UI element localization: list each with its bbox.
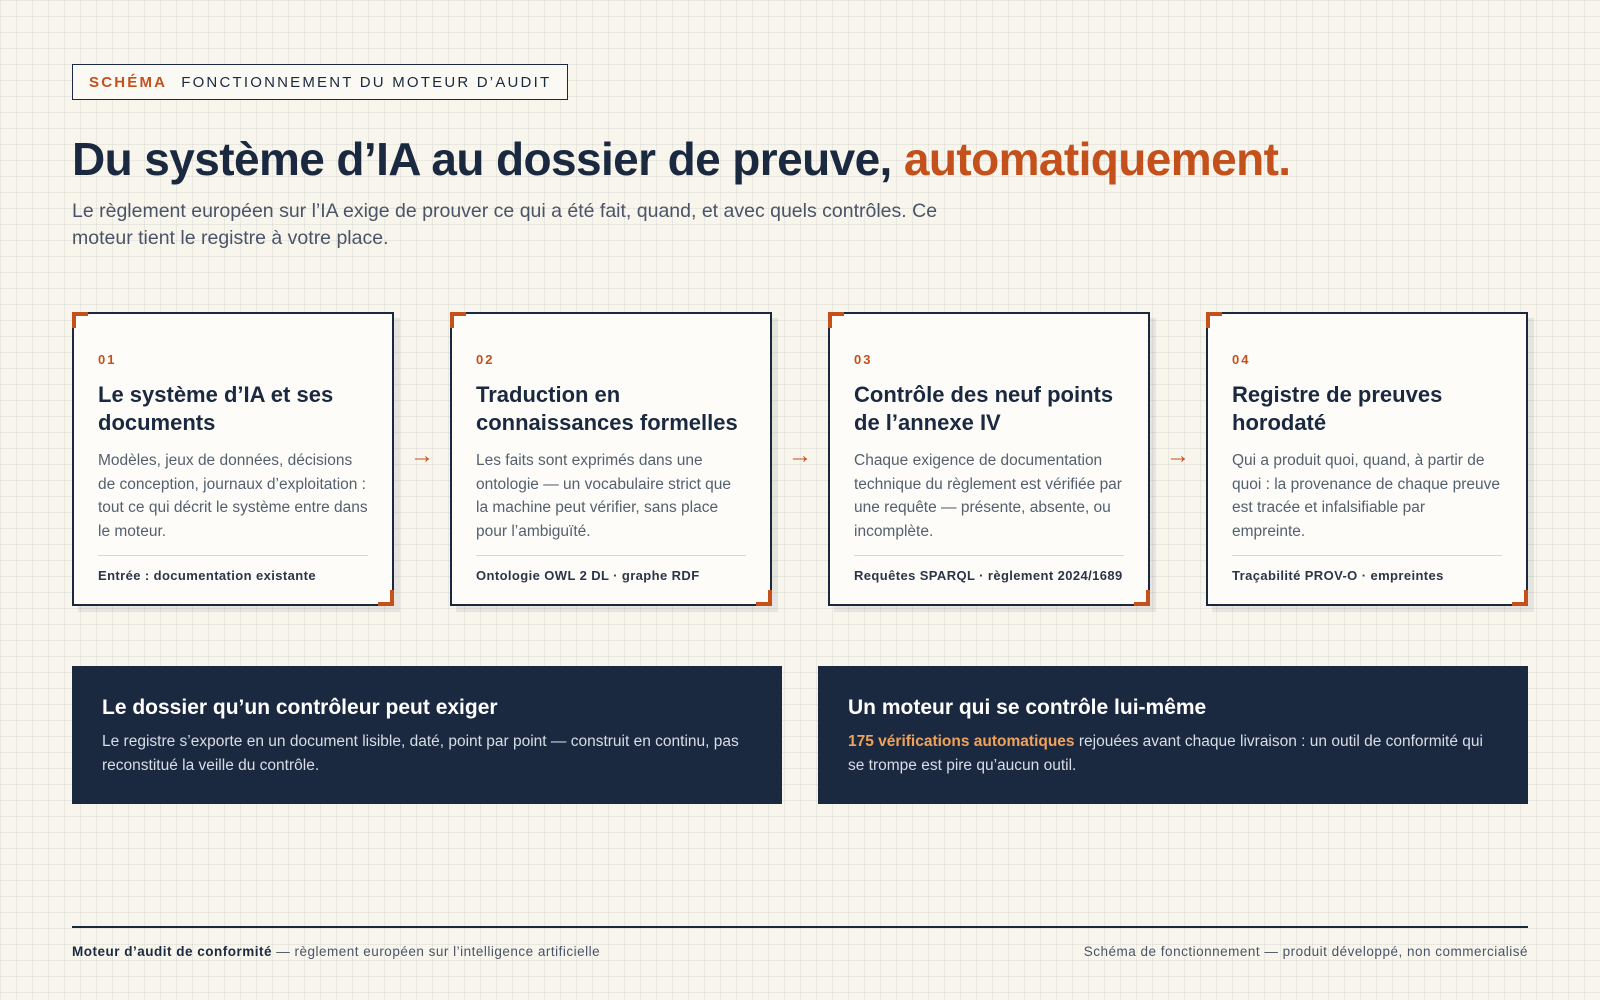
corner-mark bbox=[1206, 312, 1222, 328]
step-number: 04 bbox=[1232, 352, 1251, 367]
step-footer: Requêtes SPARQL · règlement 2024/1689 bbox=[854, 555, 1124, 583]
arrow-right-icon: → bbox=[788, 442, 812, 469]
step-title: Le système d’IA et ses documents bbox=[98, 382, 334, 435]
corner-mark bbox=[828, 312, 844, 328]
step-description: Qui a produit quoi, quand, à partir de quoi : la provenance de chaque preuve est tracée et infalsifiable par empreinte. bbox=[1232, 452, 1501, 540]
panel-text: Le registre s’exporte en un document lisible, daté, point par point — construit en continu, pas reconstitué la veille du contrôle. bbox=[102, 733, 739, 774]
info-panel-dossier bbox=[72, 666, 782, 804]
footer-left-rest: — règlement européen sur l’intelligence artificielle bbox=[272, 944, 601, 959]
tag-label: FONCTIONNEMENT DU MOTEUR D’AUDIT bbox=[181, 73, 552, 91]
panel-text bbox=[848, 730, 1498, 777]
step-title: Traduction en connaissances formelles bbox=[476, 382, 738, 435]
title-main: Du système d’IA au dossier de preuve, bbox=[72, 133, 904, 185]
step-number: 01 bbox=[98, 352, 117, 367]
step-card-4 bbox=[1206, 312, 1528, 606]
footer-divider bbox=[72, 926, 1528, 928]
info-panel-self-check bbox=[818, 666, 1528, 804]
step-card-2 bbox=[450, 312, 772, 606]
panel-title: Un moteur qui se contrôle lui-même bbox=[848, 696, 1207, 719]
step-title: Contrôle des neuf points de l’annexe IV bbox=[854, 382, 1114, 435]
tag-accent: SCHÉMA bbox=[89, 73, 168, 91]
corner-mark bbox=[1512, 590, 1528, 606]
step-card-1 bbox=[72, 312, 394, 606]
arrow-right-icon: → bbox=[410, 442, 434, 469]
corner-mark bbox=[1134, 590, 1150, 606]
step-footer: Ontologie OWL 2 DL · graphe RDF bbox=[476, 555, 746, 583]
step-card-3 bbox=[828, 312, 1150, 606]
panel-text-rest: rejouées avant chaque livraison : un outil de conformité qui se trompe est pire qu’aucun outil. bbox=[848, 733, 1483, 774]
process-steps bbox=[72, 312, 1528, 606]
corner-mark bbox=[378, 590, 394, 606]
step-title: Registre de preuves horodaté bbox=[1232, 382, 1443, 435]
footer-left bbox=[72, 944, 600, 959]
corner-mark bbox=[72, 312, 88, 328]
section-tag bbox=[72, 64, 568, 100]
title-highlight: automatiquement. bbox=[903, 133, 1291, 185]
corner-mark bbox=[450, 312, 466, 328]
page-title bbox=[72, 132, 1290, 186]
footer-right: Schéma de fonctionnement — produit développé, non commercialisé bbox=[1083, 944, 1528, 959]
step-footer: Entrée : documentation existante bbox=[98, 555, 368, 583]
corner-mark bbox=[756, 590, 772, 606]
panel-highlight: 175 vérifications automatiques bbox=[848, 733, 1075, 750]
step-number: 03 bbox=[854, 352, 873, 367]
panel-title: Le dossier qu’un contrôleur peut exiger bbox=[102, 696, 498, 719]
step-description: Modèles, jeux de données, décisions de conception, journaux d’exploitation : tout ce qui décrit le système entre dans le moteur. bbox=[98, 452, 368, 540]
step-description: Les faits sont exprimés dans une ontologie — un vocabulaire strict que la machine peut vérifier, sans place pour l’ambiguïté. bbox=[476, 452, 732, 540]
step-footer: Traçabilité PROV-O · empreintes bbox=[1232, 555, 1502, 583]
footer-product-name: Moteur d’audit de conformité bbox=[72, 944, 273, 959]
page-subtitle: Le règlement européen sur l’IA exige de prouver ce qui a été fait, quand, et avec quels contrôles. Ce moteur tient le registre à votre place. bbox=[72, 200, 938, 249]
arrow-right-icon: → bbox=[1166, 442, 1190, 469]
step-number: 02 bbox=[476, 352, 495, 367]
step-description: Chaque exigence de documentation technique du règlement est vérifiée par une requête — présente, absente, ou incomplète. bbox=[854, 452, 1122, 540]
